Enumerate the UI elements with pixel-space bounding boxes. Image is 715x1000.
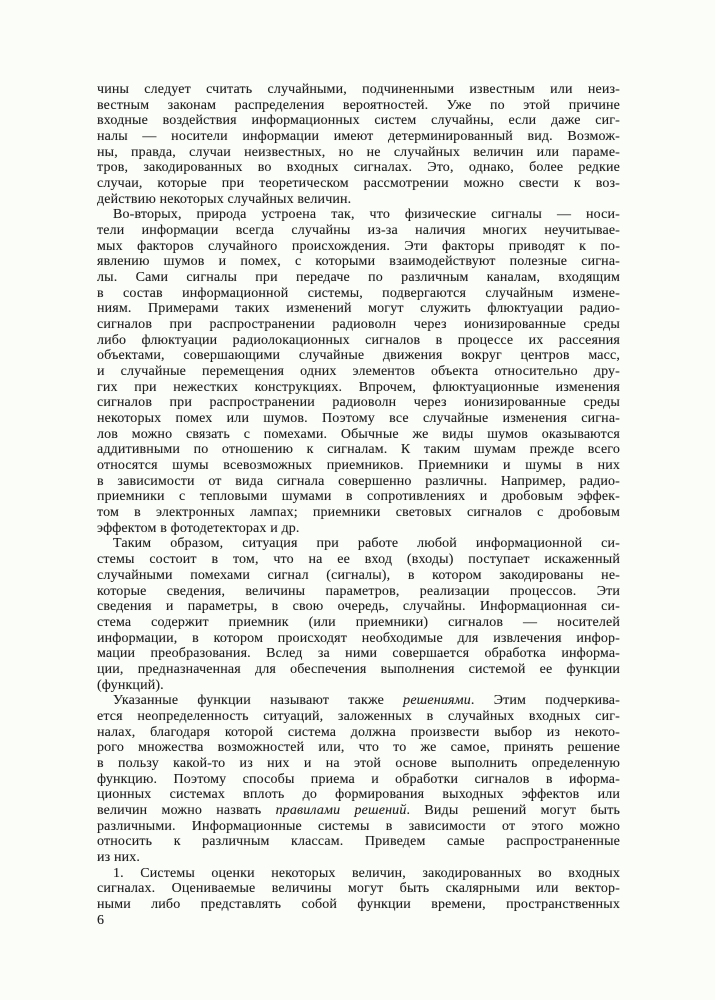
text-segment: сведения и параметры, в свою очередь, случайны. Информационная си- [97, 599, 620, 615]
text-line [97, 254, 620, 270]
emphasized-text: правилами решений [275, 802, 407, 818]
text-segment: объектами, совершающими случайные движения вокруг центров масс, [97, 348, 620, 364]
text-line [97, 333, 620, 349]
text-segment: тров, закодированных во входных сигналах. Это, однако, более редкие [97, 160, 620, 176]
text-line [97, 160, 620, 176]
text-line [97, 395, 620, 411]
text-segment: тели информации всегда случайны из-за наличия многих неучитывае- [97, 223, 620, 239]
text-segment: и случайные перемещения одних элементов объекта относительно дру- [97, 364, 620, 380]
text-line [97, 693, 620, 709]
text-line [97, 568, 620, 584]
text-segment: Указанные функции называют также [113, 693, 404, 709]
text-line [97, 646, 620, 662]
text-line [97, 239, 620, 255]
text-segment: Таким образом, ситуация при работе любой информационной си- [113, 536, 620, 552]
emphasized-text: решениями [403, 693, 471, 709]
text-segment: 1. Системы оценки некоторых величин, закодированных во входных [113, 865, 620, 881]
text-segment: чины следует считать случайными, подчиненными известным или неиз- [97, 82, 620, 97]
text-line [97, 678, 620, 694]
text-segment: либо флюктуации радиолокационных сигналов в процессе их рассеяния [97, 332, 620, 348]
paragraph [97, 866, 620, 913]
text-segment: величин можно назвать [97, 802, 276, 818]
text-segment: стема содержит приемник (или приемники) сигналов — носителей [97, 614, 620, 630]
text-segment: входные воздействия информационных систем случайны, если даже сиг- [97, 113, 620, 129]
text-line [97, 866, 620, 882]
text-line [97, 803, 620, 819]
text-line [97, 819, 620, 835]
text-line [97, 834, 620, 850]
page-number: 6 [97, 913, 104, 928]
text-line [97, 98, 620, 114]
text-line [97, 270, 620, 286]
text-segment: функцию. Поэтому способы приема и обработки сигналов в иформа- [97, 771, 620, 787]
text-segment: (функций). [97, 677, 164, 693]
text-segment: явлению шумов и помех, с которыми взаимодействуют полезные сигна- [97, 254, 620, 270]
text-segment: аддитивными по отношению к сигналам. К таким шумам прежде всего [97, 442, 620, 458]
text-line [97, 631, 620, 647]
text-line [97, 505, 620, 521]
text-line [97, 850, 620, 866]
text-segment: ными либо представлять собой функции времени, пространственных [97, 896, 620, 912]
paragraph [97, 207, 620, 536]
text-segment: . Виды решений могут быть [406, 802, 621, 818]
text-line [97, 584, 620, 600]
text-segment: ции, предназначенная для обеспечения выполнения системой ее функции [97, 661, 620, 677]
text-line [97, 192, 620, 208]
text-line [97, 725, 620, 741]
text-segment: приемники с тепловыми шумами в сопротивлениях и дробовым эффек- [97, 489, 620, 505]
text-segment: Во-вторых, природа устроена так, что физические сигналы — носи- [113, 207, 620, 223]
text-line [97, 489, 620, 505]
text-segment: рого множества возможностей или, что то же самое, принять решение [97, 740, 620, 756]
text-line [97, 82, 620, 98]
text-line [97, 709, 620, 725]
text-line [97, 458, 620, 474]
text-segment: в состав информационной системы, подвергаются случайным измене- [97, 285, 620, 301]
text-segment: лов можно связать с помехами. Обычные же виды шумов оказываются [97, 426, 620, 442]
text-segment: случаи, которые при теоретическом рассмотрении можно свести к воз- [97, 176, 620, 192]
text-segment: относить к различным классам. Приведем самые распространенные [97, 834, 620, 850]
text-line [97, 536, 620, 552]
text-segment: мых факторов случайного происхождения. Эти факторы приводят к по- [97, 238, 620, 254]
text-line [97, 176, 620, 192]
text-line [97, 207, 620, 223]
text-line [97, 113, 620, 129]
text-segment: налах, благодаря которой система должна произвести выбор из некото- [97, 724, 620, 740]
text-segment: действию некоторых случайных величин. [97, 191, 352, 207]
paragraph [97, 536, 620, 693]
text-segment: сигналов при распространении радиоволн через ионизированные среды [97, 395, 620, 411]
text-line [97, 740, 620, 756]
text-line [97, 427, 620, 443]
text-segment: в пользу какой-то из них и на этой основе выполнить определенную [97, 755, 620, 771]
text-segment: информации, в котором происходят необходимые для извлечения инфор- [97, 630, 620, 646]
text-line [97, 897, 620, 913]
text-segment: ниям. Примерами таких изменений могут служить флюктуации радио- [97, 301, 620, 317]
text-line [97, 129, 620, 145]
text-segment: в зависимости от вида сигнала совершенно различны. Например, радио- [97, 473, 620, 489]
text-segment: случайными помехами сигнал (сигналы), в котором закодированы не- [97, 567, 620, 583]
text-line [97, 662, 620, 678]
text-segment: которые сведения, величины параметров, реализации процессов. Эти [97, 583, 620, 599]
text-line [97, 286, 620, 302]
text-segment: стемы состоит в том, что на ее вход (входы) поступает искаженный [97, 552, 620, 568]
text-line [97, 772, 620, 788]
text-line [97, 411, 620, 427]
text-line [97, 615, 620, 631]
text-segment: лы. Сами сигналы при передаче по различным каналам, входящим [97, 270, 620, 286]
text-segment: том в электронных лампах; приемники световых сигналов с дробовым [97, 505, 620, 521]
text-segment: . Этим подчеркива- [470, 693, 620, 709]
paragraph [97, 693, 620, 865]
text-segment: относятся шумы всевозможных приемников. Приемники и шумы в них [97, 458, 620, 474]
text-segment: некоторых помех или шумов. Поэтому все случайные изменения сигна- [97, 411, 620, 427]
text-segment: ется неопределенность ситуаций, заложенных в случайных входных сиг- [97, 708, 620, 724]
text-line [97, 552, 620, 568]
text-line [97, 474, 620, 490]
text-line [97, 881, 620, 897]
text-line [97, 756, 620, 772]
paragraph [97, 82, 620, 207]
text-segment: ционных системах вплоть до формирования выходных эффектов или [97, 787, 620, 803]
text-line [97, 787, 620, 803]
text-segment: ны, правда, случаи неизвестных, но не случайных величин или параме- [97, 144, 620, 160]
text-segment: различными. Информационные системы в зависимости от этого можно [97, 818, 620, 834]
text-line [97, 223, 620, 239]
text-segment: гих при нежестких конструкциях. Впрочем, флюктуационные изменения [97, 379, 620, 395]
text-segment: сигналов при распространении радиоволн через ионизированные среды [97, 317, 620, 333]
text-segment: сигналах. Оцениваемые величины могут быть скалярными или вектор- [97, 881, 620, 897]
text-segment: вестным законам распределения вероятностей. Уже по этой причине [97, 97, 620, 113]
text-line [97, 380, 620, 396]
text-line [97, 317, 620, 333]
text-line [97, 521, 620, 537]
text-segment: из них. [97, 849, 141, 865]
text-line [97, 301, 620, 317]
text-column [97, 82, 620, 913]
text-line [97, 145, 620, 161]
text-line [97, 442, 620, 458]
text-line [97, 599, 620, 615]
text-segment: налы — носители информации имеют детерминированный вид. Возмож- [97, 129, 620, 145]
text-segment: эффектом в фотодетекторах и др. [97, 520, 300, 536]
text-line [97, 348, 620, 364]
text-segment: мации преобразования. Вслед за ними совершается обработка информа- [97, 646, 620, 662]
text-line [97, 364, 620, 380]
